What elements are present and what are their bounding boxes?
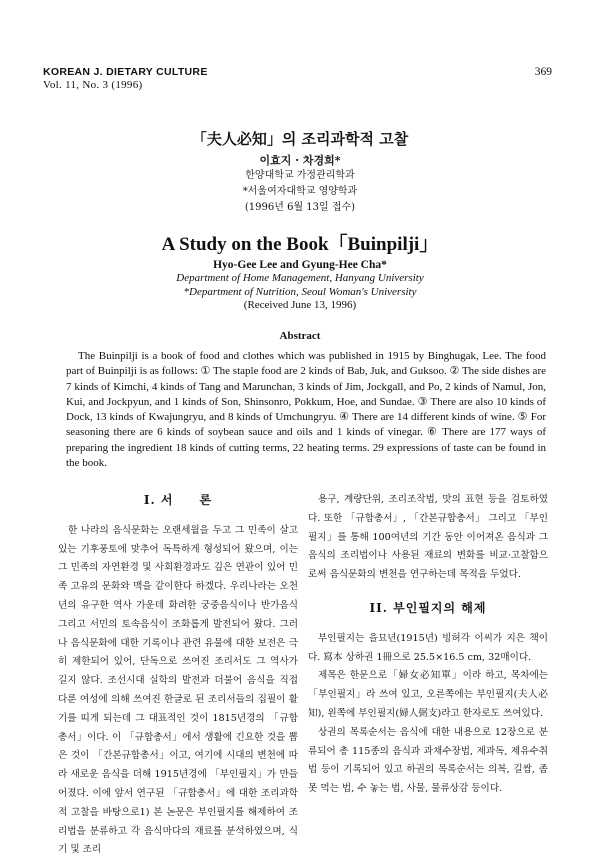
english-affiliations [0,272,600,299]
korean-title: 「夫人必知」의 조리과학적 고찰 [191,130,409,148]
english-affiliation-1: Department of Home Management, Hanyang University [176,272,424,284]
korean-affiliation-1: 한양대학교 가정관리학과 [245,170,355,181]
section-2-heading: II. 부인필지의 해제 [369,600,487,615]
left-column [58,491,298,860]
section-2-paragraph-3: 상권의 목록순서는 음식에 대한 내용으로 12장으로 분류되어 총 115종의 음식과 과채수장법, 제과독, 제유수취법 등이 기록되어 있고 하권의 목록순서는 의복, 길쌈, 좀 못 먹는 법, 수 놓는 법, 사물, 물류상감 등이다. [308,726,548,795]
abstract-heading: Abstract [279,330,321,342]
journal-name: KOREAN J. DIETARY CULTURE [43,66,208,78]
section-1-heading: I. 서 론 [143,493,213,507]
korean-affiliation-2: *서울여자대학교 영양학과 [242,186,358,197]
korean-authors: 이효지 · 차경희* [259,154,341,167]
english-title: A Study on the Book「Buinpilji」 [161,234,439,255]
section-1-continuation: 용구, 계량단위, 조리조작법, 맛의 표현 등을 검토하였다. 또한 「규합총서」, 「간본규합총서」 그리고 「부인필지」를 통해 100여년의 기간 동안 이어져온 음식과 그 음식의 조리법이나 사용된 재료의 변화를 비교·고찰함으로써 음식문화의 변천을 연구하는데 목적을 두었다. [308,494,548,581]
korean-affiliations [0,168,600,216]
section-2-paragraph-2: 제목은 한문으로「婦女必知單」이라 하고, 목차에는 「부인필지」라 쓰여 있고, 오른쪽에는 부인필지(夫人必知), 왼쪽에 부인필지(婦人弼支)라고 한자로도 쓰여있다. [308,670,548,719]
korean-received: (1996년 6월 13일 접수) [244,202,356,213]
section-1-paragraph: 한 나라의 음식문화는 오랜세월을 두고 그 민족이 살고있는 기후풍토에 맞추어 독특하게 형성되어 왔으며, 이는 그 민족의 자연환경 및 사회환경과도 깊은 연관이 있어 민족 고유의 문화와 맥을 같이한다 하겠다. 우리나라는 오천년의 유구한 역사 가운데 화려한 궁중음식이나 반가음식 그리고 서민의 토속음식이 조화롭게 발전되어 왔다. 그러나 음식문화에 대한 기록이나 관련 유물에 대한 보전은 극히 제한되어 있어, 단독으로 쓰여진 조리서도 그 역사가 길지 않다. 조선시대 실학의 발전과 더불어 음식을 직접 다룬 여성에 의해 쓰여진 한글로 된 조리서들의 집필이 활기를 띠게 되는데 그 대표적인 것이 1815년경의 「규합총서」이다. 이 「규합총서」에서 생활에 긴요한 것을 뽑은 것이 「간본규합총서」이고, 여기에 시대의 변천에 따라 새로운 음식을 더해 1915년경에 「부인필지」가 만들어졌다. 이에 앞서 연구된 「규합총서」에 대한 조리과학적 고찰을 바탕으로1) 본 논문은 부인필지를 해제하여 조리법을 분류하고 각 음식마다의 재료를 분석하였으며, 식기 및 조리 [58,524,298,856]
abstract-text: The Buinpilji is a book of food and clothes which was published in 1915 by Binghugak, Lee. The food part of Buinpilji is as follows: ① The staple food are 2 kinds of Bab, Juk, and Guksoo. ② The side dishes are 7 kinds of Kimchi, 4 kinds of Tang and Marunchan, 3 kinds of Jim, Jockgall, and Po, 2 kinds of Namul, Jon, Kui, and Jockpyun, and 1 kinds of Son, Shinsonro, Pokkum, Hoe, and Sundae. ③ There are also 10 kinds of Dock, 13 kinds of Kwajungryu, and 8 kinds of Umchungryu. ④ There are 14 different kinds of wine. ⑤ For seasoning there are 6 kinds of soybean sauce and oils and 1 kinds of vinegar. ⑥ There are 177 ways of preparing the ingredient 18 kinds of cutting terms, 22 heating terms. 29 expressions of taste can be found in the book. [66,350,546,470]
page-number: 369 [534,66,552,78]
section-2-paragraph-1: 부인필지는 을묘년(1915년) 빙허각 이씨가 지은 책이다. 寫本 상하권 1冊으로 25.5×16.5 cm, 32매이다. [308,632,548,663]
right-column [308,491,548,799]
english-affiliation-2: *Department of Nutrition, Seoul Woman's University [183,285,417,298]
english-authors: Hyo-Gee Lee and Gyung-Hee Cha* [213,259,387,271]
journal-volume: Vol. 11, No. 3 (1996) [43,79,143,91]
journal-header [43,66,208,92]
english-received: (Received June 13, 1996) [243,299,357,311]
